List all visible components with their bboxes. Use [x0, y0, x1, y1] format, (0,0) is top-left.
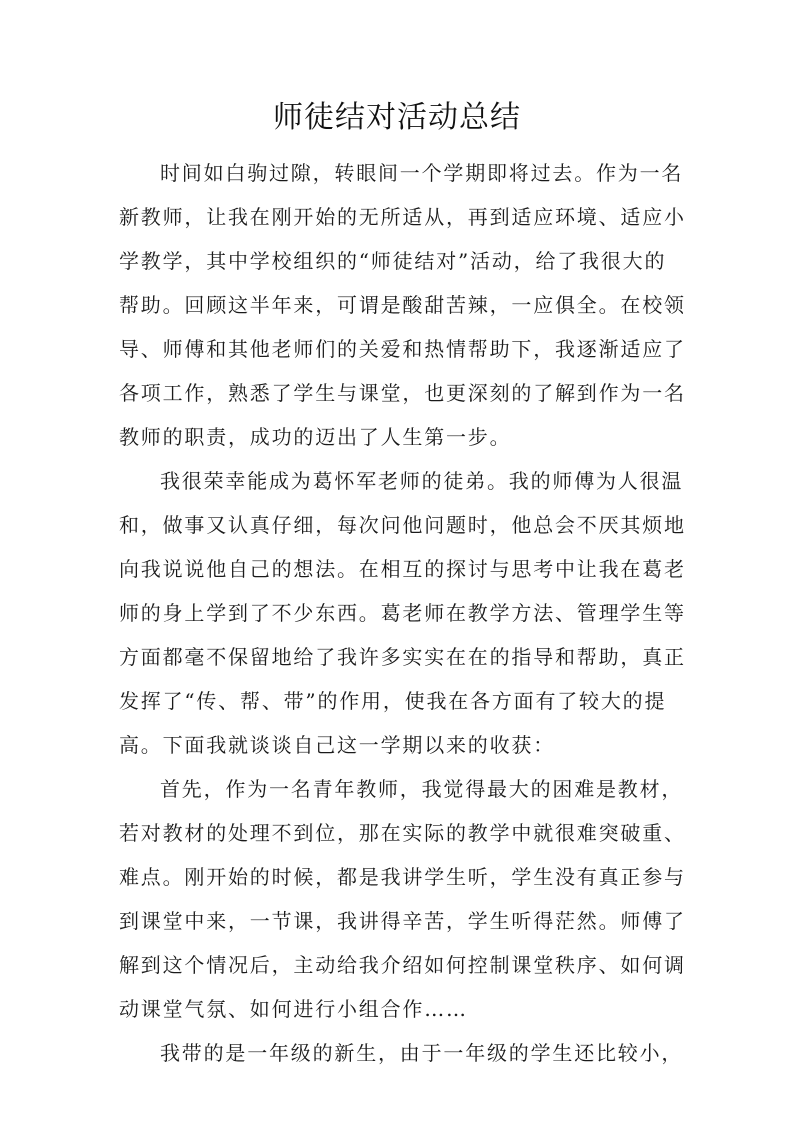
text-line: 动课堂气氛、如何进行小组合作……	[119, 997, 468, 1021]
text-line: 首先，作为一名青年教师，我觉得最大的困难是教材，	[160, 777, 684, 801]
document-title: 师徒结对活动总结	[273, 100, 521, 135]
text-line: 高。下面我就谈谈自己这一学期以来的收获：	[119, 733, 555, 757]
text-line: 若对教材的处理不到位，那在实际的教学中就很难突破重、	[119, 821, 686, 845]
text-line: 我很荣幸能成为葛怀军老师的徒弟。我的师傅为人很温	[160, 469, 684, 493]
text-line: 导、师傅和其他老师们的关爱和热情帮助下，我逐渐适应了	[119, 337, 686, 361]
text-line: 师的身上学到了不少东西。葛老师在教学方法、管理学生等	[119, 601, 686, 625]
text-line: 和，做事又认真仔细，每次问他问题时，他总会不厌其烦地	[119, 513, 686, 537]
text-line: 教师的职责，成功的迈出了人生第一步。	[119, 425, 512, 449]
text-line: 方面都毫不保留地给了我许多实实在在的指导和帮助，真正	[119, 645, 686, 669]
text-line: 新教师，让我在刚开始的无所适从，再到适应环境、适应小	[119, 205, 686, 229]
text-line: 帮助。回顾这半年来，可谓是酸甜苦辣，一应俱全。在校领	[119, 293, 686, 317]
text-line: 解到这个情况后，主动给我介绍如何控制课堂秩序、如何调	[119, 953, 686, 977]
text-line: 学教学，其中学校组织的“师徒结对”活动，给了我很大的	[119, 249, 667, 273]
text-line: 向我说说他自己的想法。在相互的探讨与思考中让我在葛老	[119, 557, 686, 581]
text-line: 难点。刚开始的时候，都是我讲学生听，学生没有真正参与	[119, 865, 686, 889]
text-line: 到课堂中来，一节课，我讲得辛苦，学生听得茫然。师傅了	[119, 909, 686, 933]
text-line: 我带的是一年级的新生，由于一年级的学生还比较小，	[160, 1041, 684, 1065]
text-line: 时间如白驹过隙，转眼间一个学期即将过去。作为一名	[160, 161, 684, 185]
text-line: 发挥了“传、帮、带”的作用，使我在各方面有了较大的提	[119, 689, 667, 713]
text-line: 各项工作，熟悉了学生与课堂，也更深刻的了解到作为一名	[119, 381, 686, 405]
